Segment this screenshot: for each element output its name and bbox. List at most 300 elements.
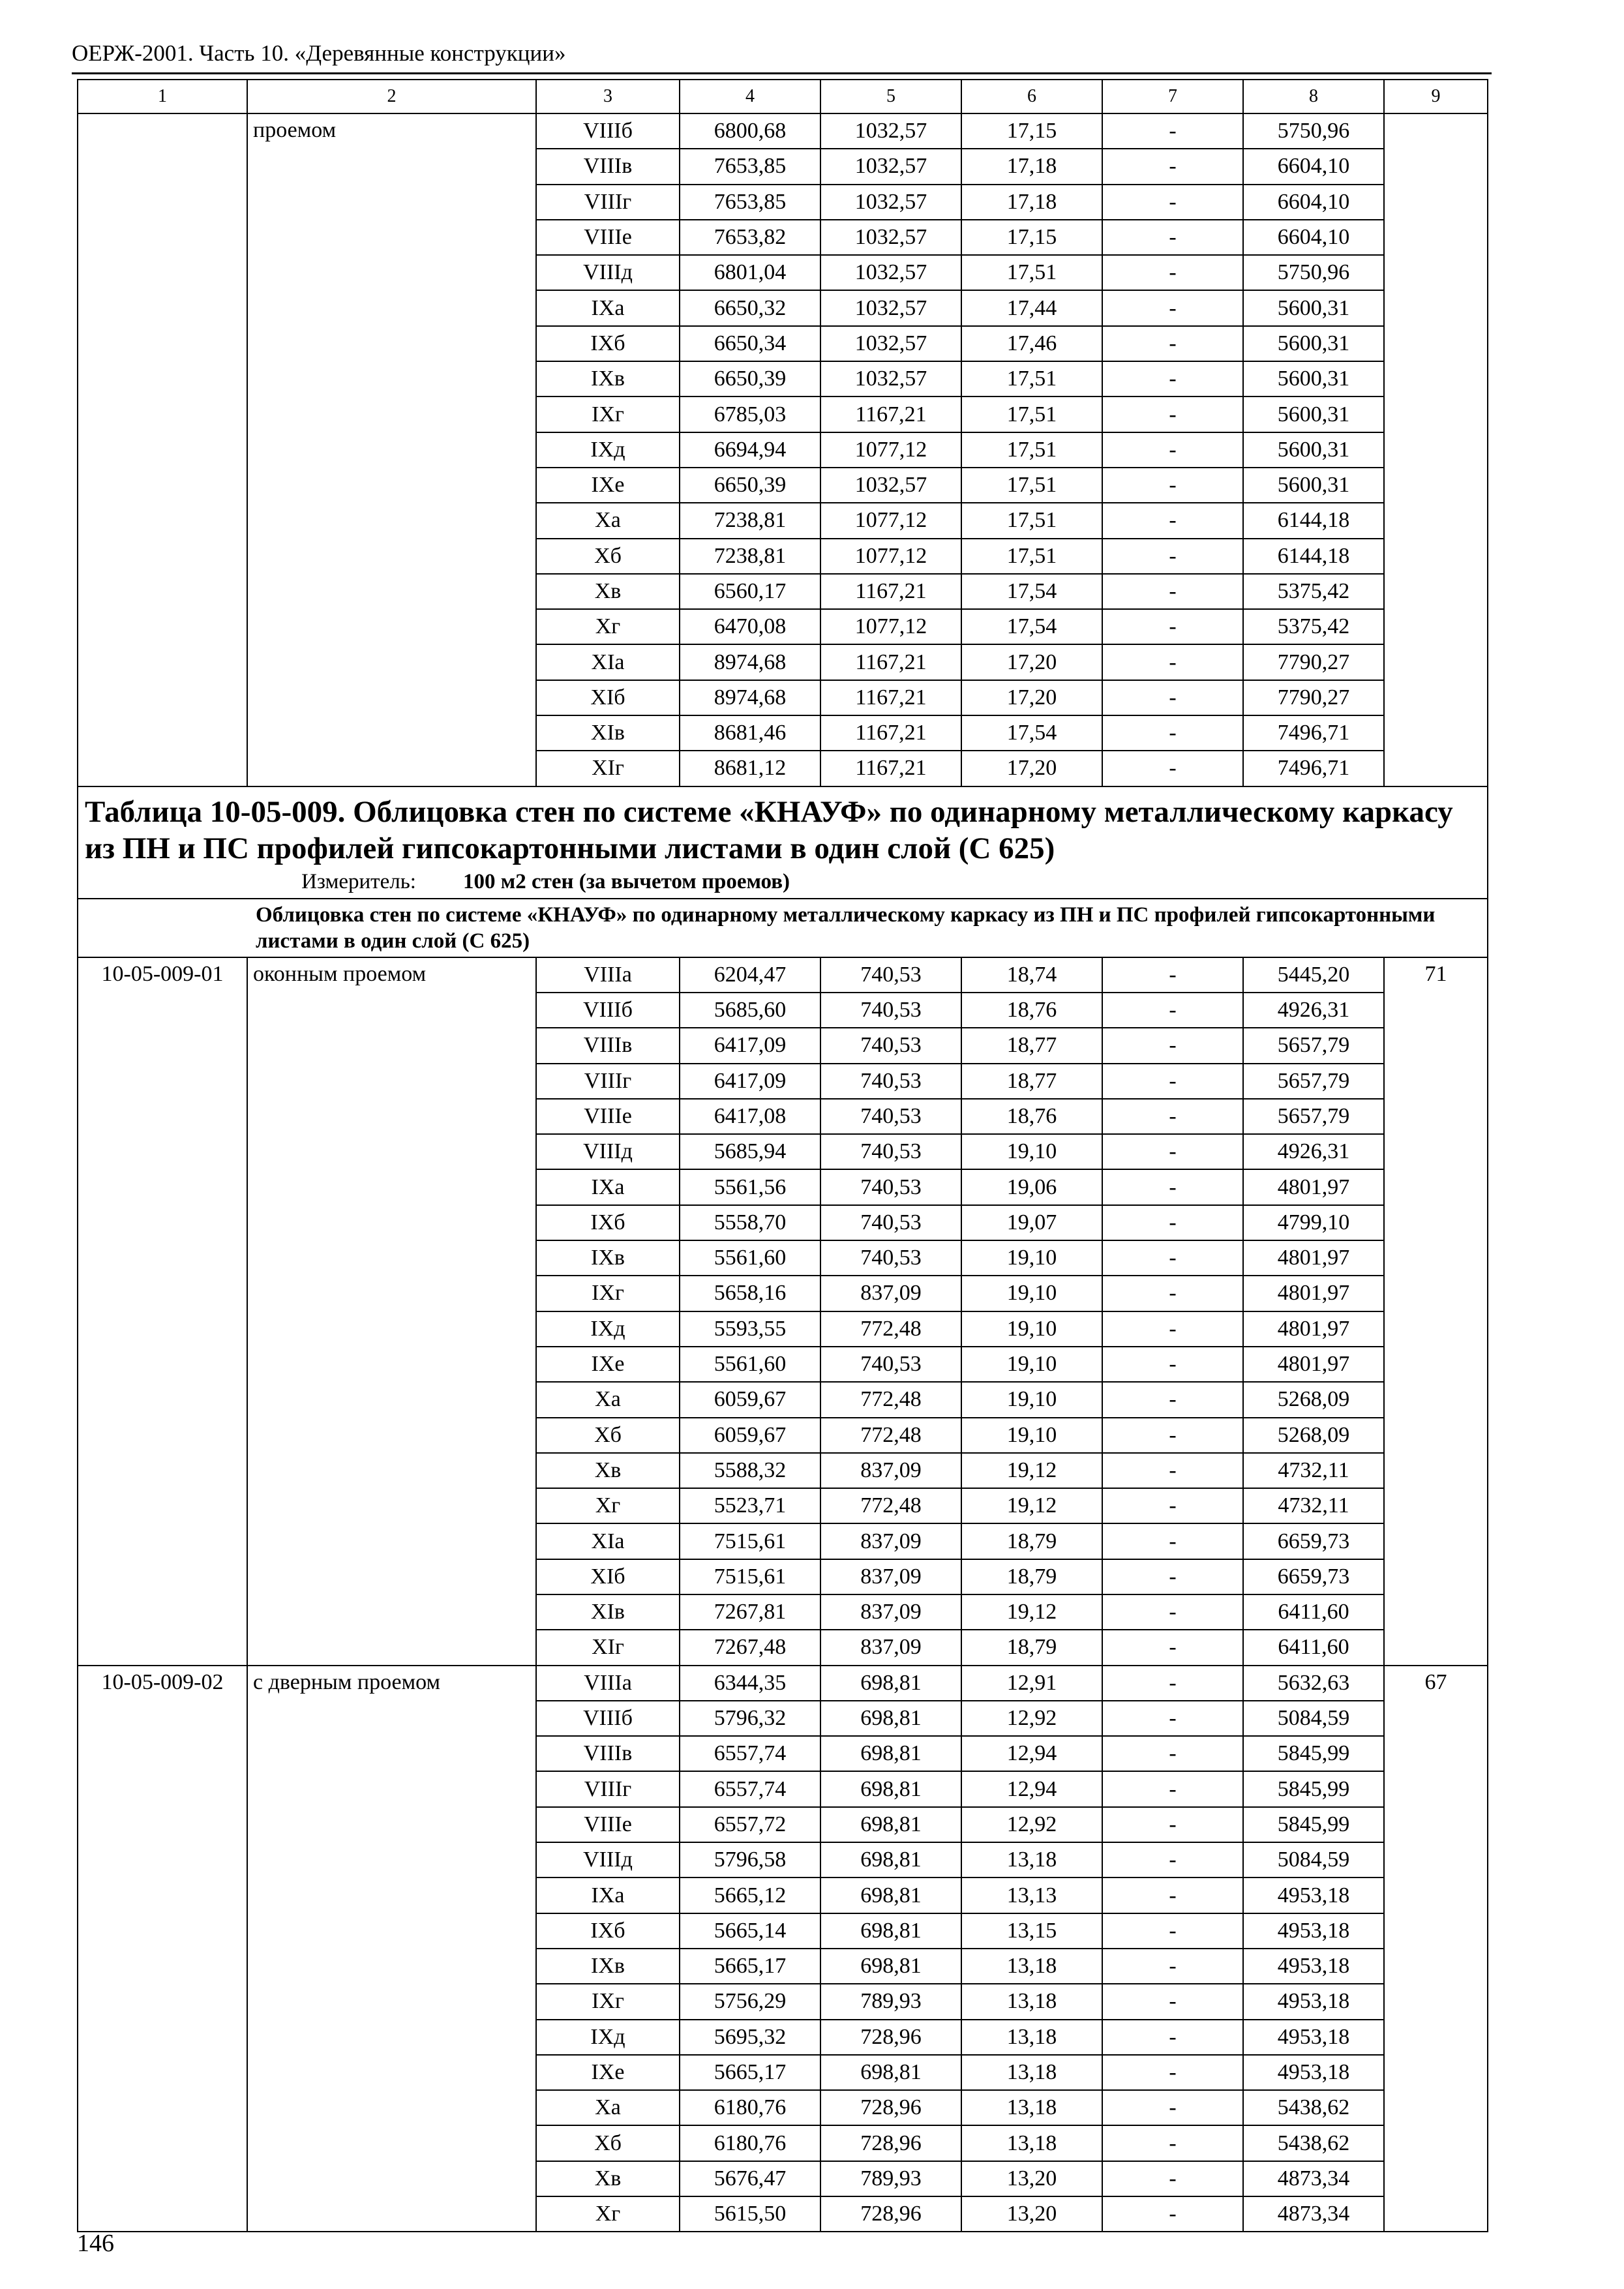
value-cell: - (1102, 432, 1243, 468)
page-number: 146 (77, 2230, 114, 2257)
value-cell: 1032,57 (820, 220, 961, 255)
value-cell: - (1102, 396, 1243, 432)
value-cell: 4732,11 (1243, 1488, 1384, 1523)
value-cell: 6650,32 (680, 290, 820, 325)
value-cell: 1032,57 (820, 113, 961, 149)
value-cell: 7515,61 (680, 1559, 820, 1594)
value-cell: 19,10 (961, 1311, 1102, 1347)
value-cell: 8974,68 (680, 644, 820, 680)
value-cell: 5523,71 (680, 1488, 820, 1523)
value-cell: 4801,97 (1243, 1347, 1384, 1382)
value-cell: 1167,21 (820, 574, 961, 609)
value-cell: 12,92 (961, 1807, 1102, 1842)
measure-label: Измеритель: (301, 869, 416, 893)
value-cell: 13,13 (961, 1878, 1102, 1913)
zone-cell: IXа (536, 1169, 680, 1204)
value-cell: - (1102, 1949, 1243, 1984)
value-cell: 17,18 (961, 149, 1102, 184)
value-cell: 5750,96 (1243, 255, 1384, 290)
value-cell: 6411,60 (1243, 1630, 1384, 1665)
value-cell: 13,18 (961, 1842, 1102, 1878)
value-cell: 18,79 (961, 1523, 1102, 1559)
value-cell: 19,12 (961, 1594, 1102, 1630)
table-title: Таблица 10-05-009. Облицовка стен по системе «КНАУФ» по одинарному металлическому каркасу из ПН и ПС профилей гипсокартонными листами в один слой (С 625) (85, 794, 1453, 865)
value-cell: 19,10 (961, 1347, 1102, 1382)
value-cell: - (1102, 1453, 1243, 1488)
value-cell: 6417,09 (680, 1064, 820, 1099)
value-cell: 740,53 (820, 1347, 961, 1382)
value-cell: 17,54 (961, 574, 1102, 609)
zone-cell: IXб (536, 326, 680, 361)
zone-cell: IXд (536, 1311, 680, 1347)
value-cell: 5632,63 (1243, 1666, 1384, 1701)
value-cell: 6417,08 (680, 1099, 820, 1134)
value-cell: 698,81 (820, 1736, 961, 1771)
value-cell: - (1102, 1701, 1243, 1736)
value-cell: 17,51 (961, 539, 1102, 574)
value-cell: 5750,96 (1243, 113, 1384, 149)
zone-cell: VIIIв (536, 1028, 680, 1063)
value-cell: 7515,61 (680, 1523, 820, 1559)
value-cell: 837,09 (820, 1559, 961, 1594)
value-cell: 13,18 (961, 2090, 1102, 2125)
value-cell: - (1102, 1064, 1243, 1099)
value-cell: 1032,57 (820, 326, 961, 361)
value-cell: - (1102, 1771, 1243, 1806)
value-cell: 6604,10 (1243, 185, 1384, 220)
value-cell: 789,93 (820, 2161, 961, 2196)
zone-cell: VIIIг (536, 1771, 680, 1806)
value-cell: - (1102, 1099, 1243, 1134)
zone-cell: IXд (536, 2020, 680, 2055)
value-cell: 1167,21 (820, 715, 961, 751)
value-cell: 17,15 (961, 113, 1102, 149)
zone-cell: Xг (536, 2196, 680, 2232)
zone-cell: Xа (536, 1382, 680, 1417)
value-cell: 5676,47 (680, 2161, 820, 2196)
value-cell: 698,81 (820, 1807, 961, 1842)
value-cell: 4926,31 (1243, 993, 1384, 1028)
value-cell: 18,79 (961, 1630, 1102, 1665)
value-cell: 5756,29 (680, 1984, 820, 2019)
value-cell: 4873,34 (1243, 2161, 1384, 2196)
zone-cell: VIIIе (536, 1807, 680, 1842)
item-name: оконным проемом (247, 957, 536, 1666)
zone-cell: IXб (536, 1205, 680, 1240)
value-cell: 698,81 (820, 2055, 961, 2090)
value-cell: 19,12 (961, 1488, 1102, 1523)
resource-cell: 67 (1384, 1666, 1488, 2232)
value-cell: 19,06 (961, 1169, 1102, 1204)
value-cell: 6180,76 (680, 2090, 820, 2125)
value-cell: 19,10 (961, 1240, 1102, 1276)
value-cell: 4926,31 (1243, 1134, 1384, 1169)
column-number: 5 (820, 80, 961, 113)
value-cell: - (1102, 574, 1243, 609)
value-cell: 772,48 (820, 1382, 961, 1417)
value-cell: 7790,27 (1243, 680, 1384, 715)
value-cell: 5845,99 (1243, 1771, 1384, 1806)
value-cell: 4953,18 (1243, 1913, 1384, 1949)
value-cell: - (1102, 1205, 1243, 1240)
value-cell: 13,18 (961, 1949, 1102, 1984)
page-header: ОЕРЖ-2001. Часть 10. «Деревянные конструкции» (72, 40, 566, 66)
value-cell: 740,53 (820, 1240, 961, 1276)
value-cell: 5796,32 (680, 1701, 820, 1736)
value-cell: 740,53 (820, 993, 961, 1028)
value-cell: 5685,94 (680, 1134, 820, 1169)
value-cell: 5665,12 (680, 1878, 820, 1913)
value-cell: 837,09 (820, 1594, 961, 1630)
value-cell: 6557,74 (680, 1771, 820, 1806)
value-cell: 4873,34 (1243, 2196, 1384, 2232)
value-cell: 13,20 (961, 2196, 1102, 2232)
value-cell: 12,94 (961, 1736, 1102, 1771)
value-cell: 18,76 (961, 993, 1102, 1028)
value-cell: 1077,12 (820, 503, 961, 538)
value-cell: 6411,60 (1243, 1594, 1384, 1630)
value-cell: - (1102, 185, 1243, 220)
zone-cell: VIIIб (536, 993, 680, 1028)
zone-cell: VIIIа (536, 957, 680, 993)
value-cell: 18,76 (961, 1099, 1102, 1134)
value-cell: - (1102, 149, 1243, 184)
value-cell: 17,51 (961, 468, 1102, 503)
value-cell: 6801,04 (680, 255, 820, 290)
value-cell: - (1102, 1807, 1243, 1842)
table-row (78, 957, 1488, 993)
item-name: с дверным проемом (247, 1666, 536, 2232)
value-cell: 698,81 (820, 1666, 961, 1701)
value-cell: 740,53 (820, 1205, 961, 1240)
value-cell: 19,07 (961, 1205, 1102, 1240)
zone-cell: VIIIе (536, 220, 680, 255)
value-cell: - (1102, 1878, 1243, 1913)
value-cell: 17,20 (961, 680, 1102, 715)
value-cell: 5593,55 (680, 1311, 820, 1347)
value-cell: 17,51 (961, 432, 1102, 468)
value-cell: 5600,31 (1243, 396, 1384, 432)
measure-line (78, 869, 1487, 898)
value-cell: 6650,39 (680, 361, 820, 396)
value-cell: 17,51 (961, 361, 1102, 396)
value-cell: 698,81 (820, 1771, 961, 1806)
value-cell: - (1102, 468, 1243, 503)
zone-cell: XIб (536, 680, 680, 715)
value-cell: 5268,09 (1243, 1382, 1384, 1417)
item-code (78, 113, 247, 786)
value-cell: 19,12 (961, 1453, 1102, 1488)
value-cell: 7496,71 (1243, 751, 1384, 786)
value-cell: 4953,18 (1243, 1878, 1384, 1913)
value-cell: - (1102, 1842, 1243, 1878)
value-cell: 19,10 (961, 1276, 1102, 1311)
value-cell: - (1102, 1630, 1243, 1665)
value-cell: 5796,58 (680, 1842, 820, 1878)
value-cell: 698,81 (820, 1878, 961, 1913)
column-number: 9 (1384, 80, 1488, 113)
column-number: 2 (247, 80, 536, 113)
value-cell: 4801,97 (1243, 1311, 1384, 1347)
zone-cell: Xг (536, 609, 680, 644)
value-cell: 6604,10 (1243, 220, 1384, 255)
value-cell: 6659,73 (1243, 1523, 1384, 1559)
value-cell: 8681,12 (680, 751, 820, 786)
value-cell: - (1102, 2196, 1243, 2232)
value-cell: 13,18 (961, 2055, 1102, 2090)
table-description-cell (78, 899, 1488, 957)
value-cell: - (1102, 1134, 1243, 1169)
zone-cell: IXв (536, 1949, 680, 1984)
value-cell: 13,15 (961, 1913, 1102, 1949)
value-cell: - (1102, 1666, 1243, 1701)
value-cell: - (1102, 680, 1243, 715)
zone-cell: XIа (536, 1523, 680, 1559)
zone-cell: VIIIд (536, 1134, 680, 1169)
value-cell: 1077,12 (820, 609, 961, 644)
value-cell: 5375,42 (1243, 574, 1384, 609)
value-cell: 7267,81 (680, 1594, 820, 1630)
zone-cell: VIIIб (536, 1701, 680, 1736)
value-cell: 6557,72 (680, 1807, 820, 1842)
value-cell: - (1102, 751, 1243, 786)
value-cell: - (1102, 2020, 1243, 2055)
value-cell: 837,09 (820, 1453, 961, 1488)
value-cell: 12,91 (961, 1666, 1102, 1701)
value-cell: 698,81 (820, 1913, 961, 1949)
column-number: 6 (961, 80, 1102, 113)
value-cell: - (1102, 644, 1243, 680)
zone-cell: Xа (536, 2090, 680, 2125)
value-cell: - (1102, 1984, 1243, 2019)
value-cell: 1032,57 (820, 361, 961, 396)
value-cell: 6659,73 (1243, 1559, 1384, 1594)
rates-table (77, 79, 1488, 2232)
zone-cell: VIIIг (536, 185, 680, 220)
value-cell: 728,96 (820, 2090, 961, 2125)
value-cell: 6470,08 (680, 609, 820, 644)
value-cell: 5375,42 (1243, 609, 1384, 644)
value-cell: 1032,57 (820, 149, 961, 184)
zone-cell: IXв (536, 361, 680, 396)
table-description-row (78, 899, 1488, 957)
value-cell: 1167,21 (820, 680, 961, 715)
column-number: 8 (1243, 80, 1384, 113)
value-cell: - (1102, 957, 1243, 993)
header-rule (72, 72, 1492, 74)
table-description: Облицовка стен по системе «КНАУФ» по одинарному металлическому каркасу из ПН и ПС профилей гипсокартонными листами в один слой (С 625) (256, 903, 1436, 953)
value-cell: 6604,10 (1243, 149, 1384, 184)
value-cell: 6560,17 (680, 574, 820, 609)
value-cell: 17,51 (961, 503, 1102, 538)
value-cell: 1167,21 (820, 644, 961, 680)
zone-cell: XIв (536, 715, 680, 751)
zone-cell: IXе (536, 2055, 680, 2090)
zone-cell: VIIIа (536, 1666, 680, 1701)
value-cell: - (1102, 2125, 1243, 2161)
value-cell: - (1102, 2055, 1243, 2090)
value-cell: 5438,62 (1243, 2125, 1384, 2161)
value-cell: 5561,60 (680, 1240, 820, 1276)
measure-value: 100 м2 стен (за вычетом проемов) (463, 869, 790, 893)
value-cell: - (1102, 113, 1243, 149)
value-cell: 17,18 (961, 185, 1102, 220)
value-cell: 7496,71 (1243, 715, 1384, 751)
value-cell: 6694,94 (680, 432, 820, 468)
value-cell: - (1102, 1559, 1243, 1594)
item-code: 10-05-009-02 (78, 1666, 247, 2232)
value-cell: - (1102, 290, 1243, 325)
value-cell: 837,09 (820, 1276, 961, 1311)
value-cell: 1167,21 (820, 396, 961, 432)
value-cell: 18,79 (961, 1559, 1102, 1594)
value-cell: 5615,50 (680, 2196, 820, 2232)
value-cell: - (1102, 1169, 1243, 1204)
column-number: 4 (680, 80, 820, 113)
value-cell: - (1102, 1418, 1243, 1453)
value-cell: - (1102, 503, 1243, 538)
zone-cell: Xб (536, 1418, 680, 1453)
value-cell: - (1102, 1736, 1243, 1771)
value-cell: 17,44 (961, 290, 1102, 325)
table-row (78, 1666, 1488, 1701)
value-cell: 7238,81 (680, 503, 820, 538)
zone-cell: VIIIд (536, 255, 680, 290)
value-cell: 740,53 (820, 1169, 961, 1204)
value-cell: 5657,79 (1243, 1064, 1384, 1099)
value-cell: 1077,12 (820, 432, 961, 468)
zone-cell: Xг (536, 1488, 680, 1523)
value-cell: 740,53 (820, 1134, 961, 1169)
value-cell: 1032,57 (820, 290, 961, 325)
value-cell: 7790,27 (1243, 644, 1384, 680)
value-cell: - (1102, 361, 1243, 396)
value-cell: 1032,57 (820, 185, 961, 220)
value-cell: 17,20 (961, 751, 1102, 786)
value-cell: 17,51 (961, 396, 1102, 432)
value-cell: 13,18 (961, 2125, 1102, 2161)
value-cell: 1077,12 (820, 539, 961, 574)
value-cell: 6417,09 (680, 1028, 820, 1063)
zone-cell: IXг (536, 396, 680, 432)
value-cell: 4953,18 (1243, 1984, 1384, 2019)
item-code: 10-05-009-01 (78, 957, 247, 1666)
value-cell: 17,20 (961, 644, 1102, 680)
value-cell: - (1102, 1276, 1243, 1311)
value-cell: 740,53 (820, 1099, 961, 1134)
zone-cell: IXе (536, 468, 680, 503)
value-cell: 7653,82 (680, 220, 820, 255)
value-cell: 772,48 (820, 1488, 961, 1523)
value-cell: - (1102, 255, 1243, 290)
value-cell: 4953,18 (1243, 1949, 1384, 1984)
table-title-row (78, 786, 1488, 899)
value-cell: 5845,99 (1243, 1736, 1384, 1771)
zone-cell: IXе (536, 1347, 680, 1382)
value-cell: 5600,31 (1243, 326, 1384, 361)
value-cell: - (1102, 220, 1243, 255)
value-cell: - (1102, 1523, 1243, 1559)
value-cell: 6650,34 (680, 326, 820, 361)
value-cell: 6344,35 (680, 1666, 820, 1701)
value-cell: 5600,31 (1243, 361, 1384, 396)
value-cell: 19,10 (961, 1418, 1102, 1453)
value-cell: 12,92 (961, 1701, 1102, 1736)
value-cell: 5084,59 (1243, 1701, 1384, 1736)
value-cell: 6204,47 (680, 957, 820, 993)
value-cell: 4953,18 (1243, 2020, 1384, 2055)
value-cell: 8974,68 (680, 680, 820, 715)
value-cell: 728,96 (820, 2125, 961, 2161)
value-cell: 4801,97 (1243, 1169, 1384, 1204)
value-cell: - (1102, 1382, 1243, 1417)
value-cell: 6180,76 (680, 2125, 820, 2161)
value-cell: - (1102, 2161, 1243, 2196)
value-cell: 17,54 (961, 715, 1102, 751)
value-cell: 4801,97 (1243, 1240, 1384, 1276)
table-row (78, 113, 1488, 149)
value-cell: 6557,74 (680, 1736, 820, 1771)
value-cell: - (1102, 1028, 1243, 1063)
value-cell: 4799,10 (1243, 1205, 1384, 1240)
zone-cell: XIб (536, 1559, 680, 1594)
value-cell: 5845,99 (1243, 1807, 1384, 1842)
value-cell: 5665,14 (680, 1913, 820, 1949)
value-cell: 12,94 (961, 1771, 1102, 1806)
column-number: 1 (78, 80, 247, 113)
value-cell: 5665,17 (680, 1949, 820, 1984)
zone-cell: VIIIв (536, 149, 680, 184)
value-cell: 5268,09 (1243, 1418, 1384, 1453)
zone-cell: XIг (536, 1630, 680, 1665)
zone-cell: IXг (536, 1276, 680, 1311)
value-cell: 4732,11 (1243, 1453, 1384, 1488)
value-cell: 13,18 (961, 1984, 1102, 2019)
zone-cell: VIIIб (536, 113, 680, 149)
value-cell: 728,96 (820, 2020, 961, 2055)
value-cell: 17,54 (961, 609, 1102, 644)
value-cell: 837,09 (820, 1523, 961, 1559)
column-number-row (78, 80, 1488, 113)
value-cell: 5685,60 (680, 993, 820, 1028)
value-cell: 5695,32 (680, 2020, 820, 2055)
value-cell: 19,10 (961, 1134, 1102, 1169)
zone-cell: IXв (536, 1240, 680, 1276)
value-cell: 5561,56 (680, 1169, 820, 1204)
value-cell: - (1102, 609, 1243, 644)
zone-cell: IXг (536, 1984, 680, 2019)
zone-cell: IXа (536, 1878, 680, 1913)
value-cell: 8681,46 (680, 715, 820, 751)
zone-cell: VIIIв (536, 1736, 680, 1771)
value-cell: 6800,68 (680, 113, 820, 149)
table-body (78, 80, 1488, 2232)
value-cell: 13,20 (961, 2161, 1102, 2196)
value-cell: 837,09 (820, 1630, 961, 1665)
value-cell: 6059,67 (680, 1418, 820, 1453)
value-cell: 7653,85 (680, 185, 820, 220)
value-cell: 5657,79 (1243, 1099, 1384, 1134)
value-cell: - (1102, 1913, 1243, 1949)
value-cell: 6059,67 (680, 1382, 820, 1417)
value-cell: 18,77 (961, 1064, 1102, 1099)
column-number: 3 (536, 80, 680, 113)
value-cell: 7653,85 (680, 149, 820, 184)
item-name: проемом (247, 113, 536, 786)
value-cell: 772,48 (820, 1311, 961, 1347)
zone-cell: Xб (536, 2125, 680, 2161)
zone-cell: IXа (536, 290, 680, 325)
